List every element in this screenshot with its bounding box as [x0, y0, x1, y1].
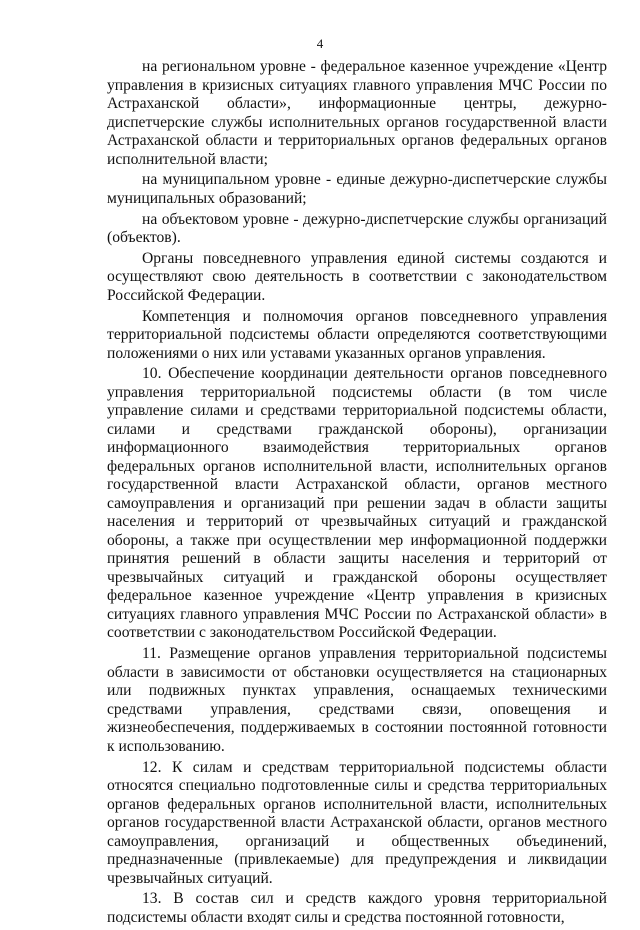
- paragraph-item-12: 12. К силам и средствам территориальной подсистемы области относятся специально подготовленные силы и средства территориальных органов федеральных органов исполнительной власти, исполнительных органов государственной власти Астраханской области, органов местного самоуправления, организаций и общественных объединений, предназначенные (привлекаемые) для предупреждения и ликвидации чрезвычайных ситуаций.: [107, 758, 607, 887]
- paragraph-item-10: 10. Обеспечение координации деятельности органов повседневного управления территориальной подсистемы области (в том числе управление силами и средствами территориальной подсистемы области, силами и средствами гражданской обороны), организации информационного взаимодействия территориальных органов федеральных органов исполнительной власти, исполнительных органов государственной власти Астраханской области, органов местного самоуправления и организаций при решении задач в области защиты населения и территорий от чрезвычайных ситуаций и гражданской обороны, а также при осуществлении мер информационной поддержки принятия решений в области защиты населения и территорий от чрезвычайных ситуаций и гражданской обороны осуществляет федеральное казенное учреждение «Центр управления в кризисных ситуациях главного управления МЧС России по Астраханской области» в соответствии с законодательством Российской Федерации.: [107, 365, 607, 642]
- page-number: 4: [316, 36, 324, 51]
- paragraph-daily-management-bodies: Органы повседневного управления единой системы создаются и осуществляют свою деятельность в соответствии с законодательством Российской Федерации.: [107, 249, 607, 304]
- paragraph-item-13: 13. В состав сил и средств каждого уровня территориальной подсистемы области входят силы и средства постоянной готовности,: [107, 890, 607, 926]
- paragraph-municipal-level: на муниципальном уровне - единые дежурно-диспетчерские службы муниципальных образований;: [107, 171, 607, 207]
- paragraph-object-level: на объектовом уровне - дежурно-диспетчерские службы организаций (объектов).: [107, 210, 607, 247]
- document-body: [107, 58, 607, 930]
- paragraph-regional-level: на региональном уровне - федеральное казенное учреждение «Центр управления в кризисных ситуациях главного управления МЧС России по Астраханской области», информационные центры, дежурно-диспетчерские службы исполнительных органов государственной власти Астраханской области и территориальных органов федеральных органов исполнительной власти;: [107, 58, 607, 168]
- paragraph-competence: Компетенция и полномочия органов повседневного управления территориальной подсистемы области определяются соответствующими положениями о них или уставами указанных органов управления.: [107, 307, 607, 362]
- paragraph-item-11: 11. Размещение органов управления территориальной подсистемы области в зависимости от обстановки осуществляется на стационарных или подвижных пунктах управления, оснащаемых техническими средствами управления, средствами связи, оповещения и жизнеобеспечения, поддерживаемых в состоянии постоянной готовности к использованию.: [107, 645, 607, 755]
